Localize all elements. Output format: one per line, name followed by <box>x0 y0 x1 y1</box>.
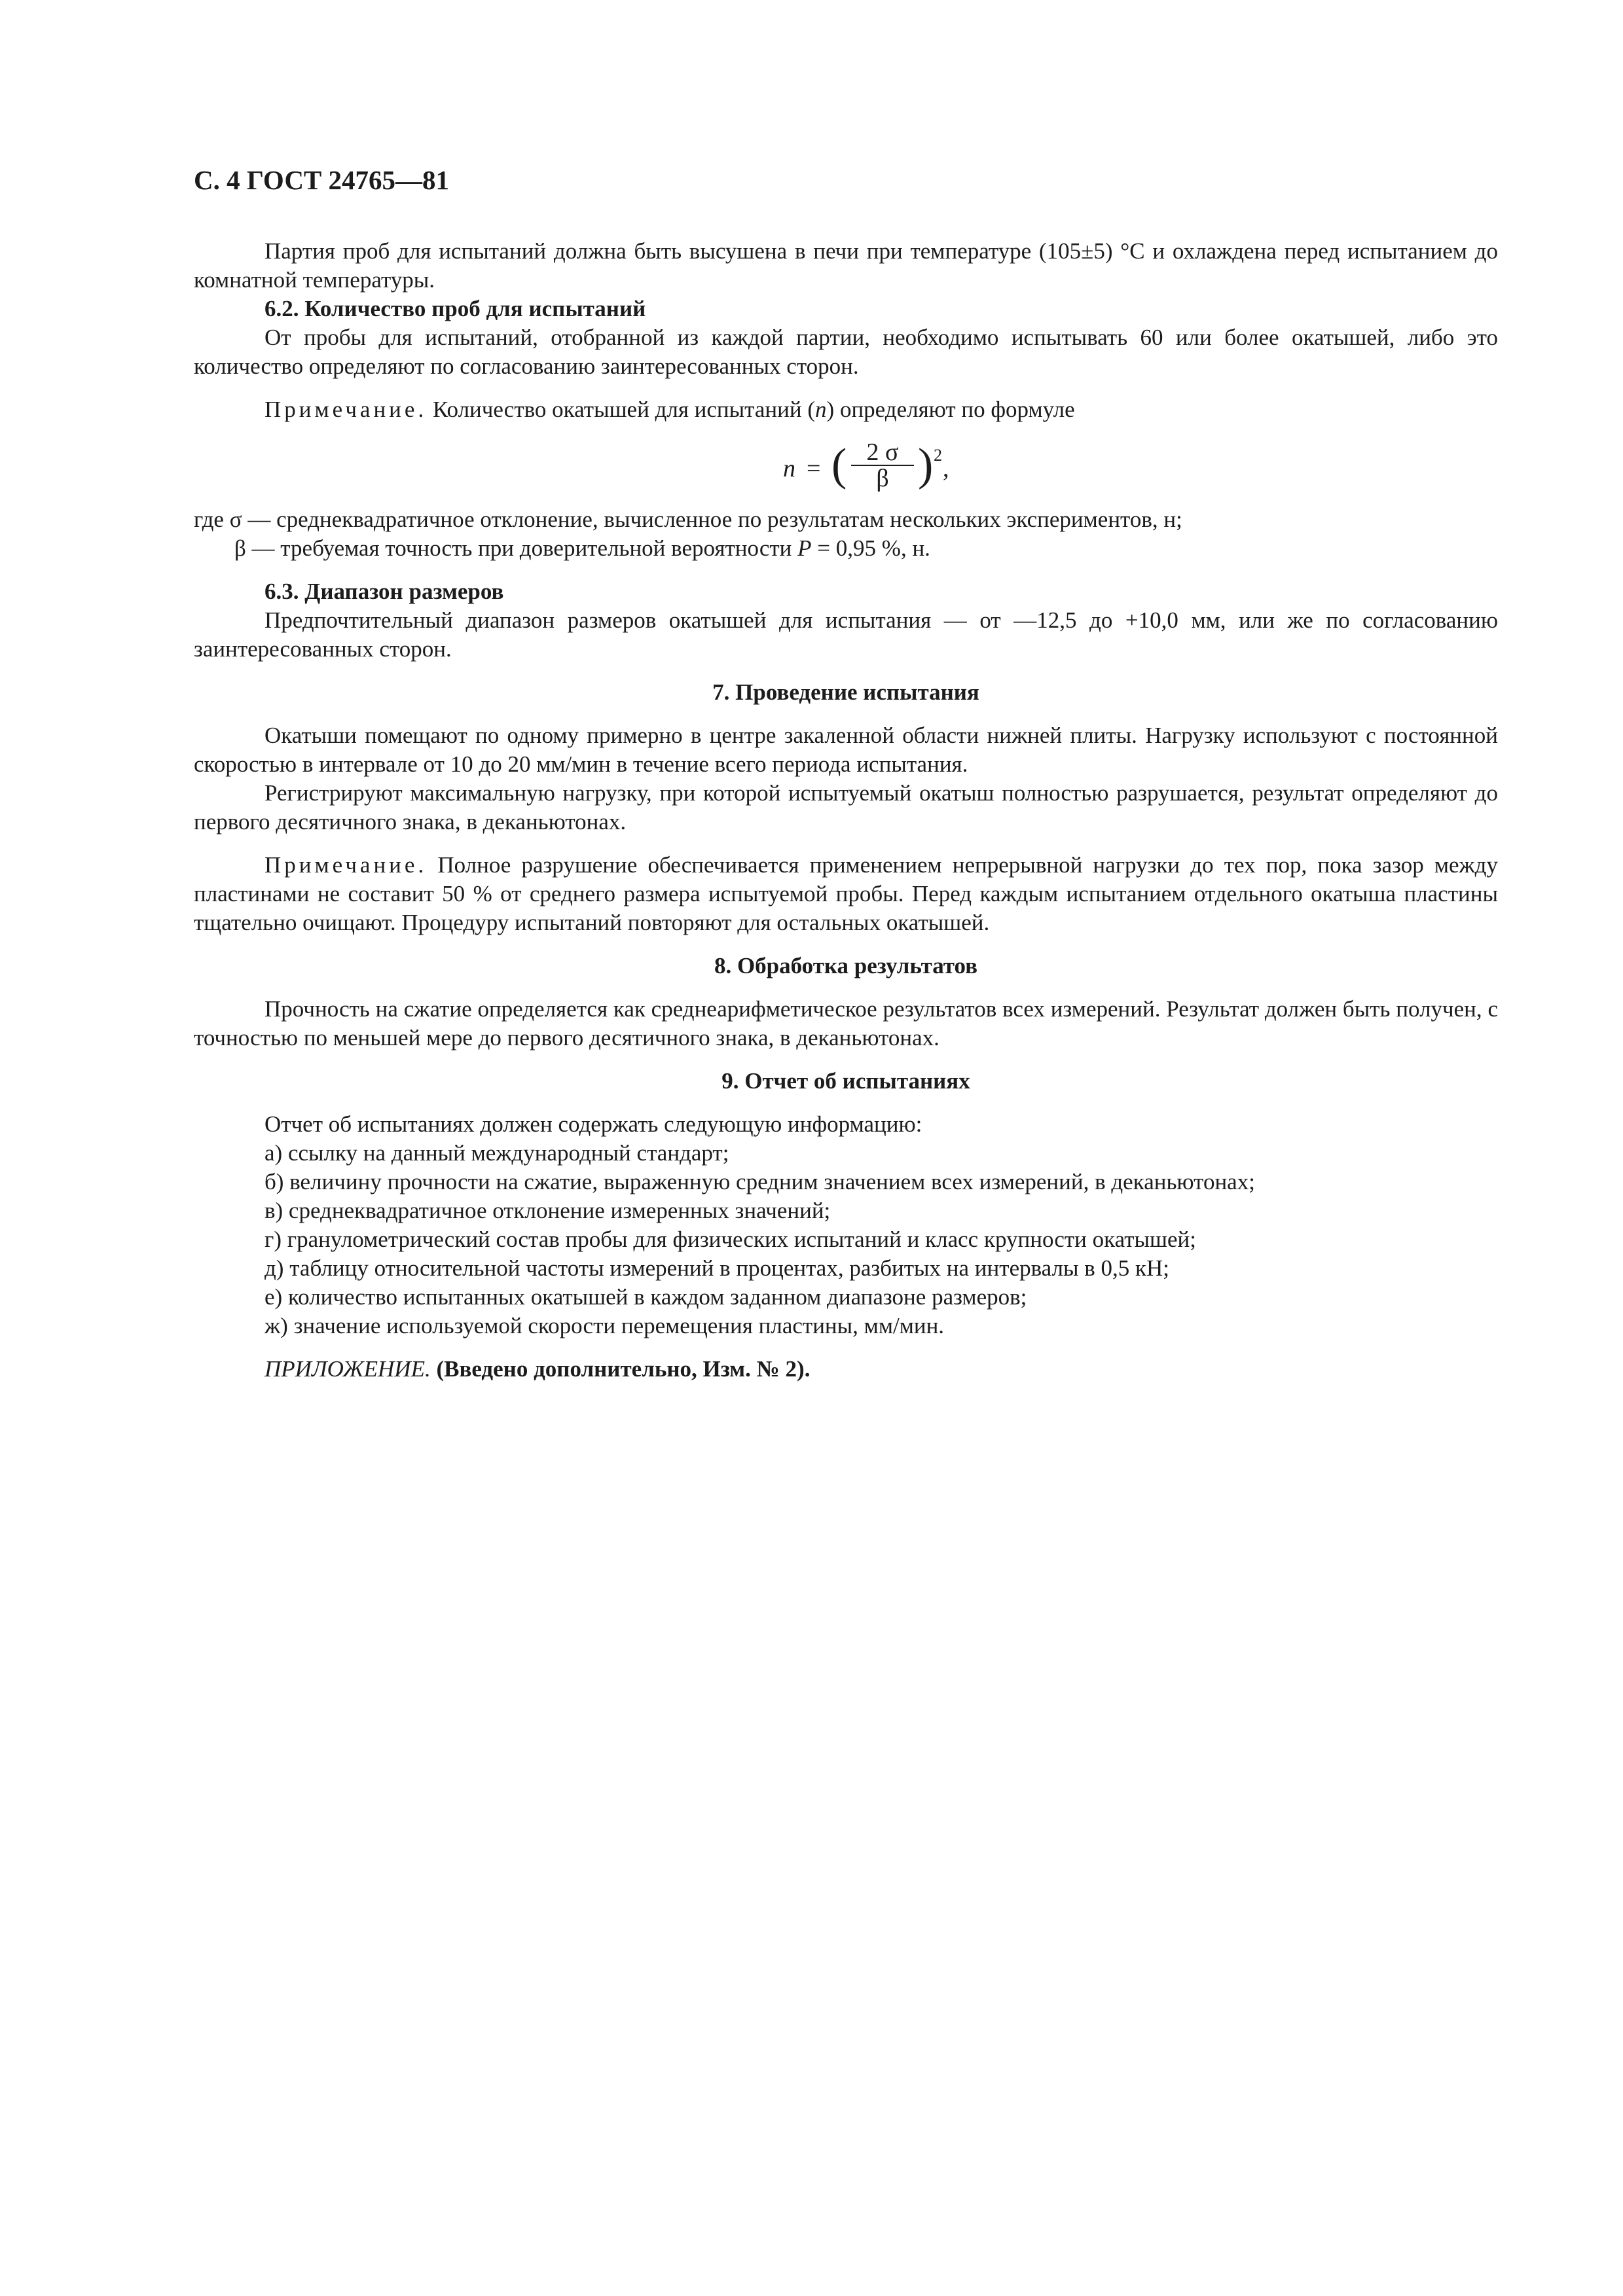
formula-equals: = <box>807 455 821 482</box>
section-8-title: 8. Обработка результатов <box>714 953 978 978</box>
section-6-2-note <box>194 395 1498 424</box>
sample-count-formula <box>194 440 1498 491</box>
section-7-title: 7. Проведение испытания <box>712 679 979 705</box>
formula-right-paren: ) <box>918 440 934 490</box>
list-item: е) количество испытанных окатышей в каждом заданном диапазоне размеров; <box>264 1284 1027 1310</box>
formula-numerator: 2 σ <box>851 440 914 466</box>
report-items-list <box>194 1139 1498 1340</box>
where-beta-var: P <box>797 535 812 561</box>
section-6-3-text: Предпочтительный диапазон размеров окатышей для испытания — от —12,5 до +10,0 мм, или же по согласованию заинтересованных сторон. <box>194 607 1498 662</box>
section-6-2-text: От пробы для испытаний, отобранной из каждой партии, необходимо испытывать 60 или более окатышей, либо это количество определяют по согласованию заинтересованных сторон. <box>194 325 1498 379</box>
appendix-text: (Введено дополнительно, Изм. № 2). <box>430 1356 811 1382</box>
appendix-label: ПРИЛОЖЕНИЕ. <box>264 1356 431 1382</box>
section-9-title: 9. Отчет об испытаниях <box>721 1068 970 1094</box>
paragraph-batch-drying: Партия проб для испытаний должна быть высушена в печи при температуре (105±5) °С и охлаждена перед испытанием до комнатной температуры. <box>194 238 1498 293</box>
section-7-note-text: Полное разрушение обеспечивается применением непрерывной нагрузки до тех пор, пока зазор между пластинами не составит 50 % от среднего размера испытуемой пробы. Перед каждым испытанием отдельного окатыша пластины тщательно очищают. Процедуру испытаний повторяют для остальных окатышей. <box>194 852 1498 935</box>
note-label: Примечание. <box>264 397 428 422</box>
formula-lhs: n <box>783 455 795 482</box>
list-item: в) среднеквадратичное отклонение измеренных значений; <box>264 1198 831 1223</box>
formula-comma: , <box>943 455 949 482</box>
section-6-2-title: 6.2. Количество проб для испытаний <box>264 296 646 321</box>
page-header: С. 4 ГОСТ 24765—81 <box>194 165 450 195</box>
list-item: б) величину прочности на сжатие, выраженную средним значением всех измерений, в деканьютонах; <box>264 1169 1255 1194</box>
section-7-note <box>194 851 1498 937</box>
where-sigma: где σ — среднеквадратичное отклонение, вычисленное по результатам нескольких экспериментов, н; <box>194 507 1182 532</box>
list-item: а) ссылку на данный международный стандарт; <box>264 1140 729 1166</box>
note-text-a: Количество окатышей для испытаний ( <box>427 397 816 422</box>
formula-exponent: 2 <box>934 446 942 465</box>
list-item: г) гранулометрический состав пробы для физических испытаний и класс крупности окатышей; <box>264 1227 1196 1252</box>
section-8-text: Прочность на сжатие определяется как среднеарифметическое результатов всех измерений. Результат должен быть получен, с точностью по меньшей мере до первого десятичного знака, в деканьютонах. <box>194 996 1498 1050</box>
section-7-paragraph-1: Окатыши помещают по одному примерно в центре закаленной области нижней плиты. Нагрузку используют с постоянной скоростью в интервале от 10 до 20 мм/мин в течение всего периода испытания. <box>194 723 1498 777</box>
list-item: ж) значение используемой скорости перемещения пластины, мм/мин. <box>264 1313 945 1338</box>
appendix-note <box>194 1355 1498 1384</box>
note-label: Примечание. <box>264 852 428 878</box>
section-9-intro: Отчет об испытаниях должен содержать следующую информацию: <box>264 1111 922 1137</box>
section-6-3-title: 6.3. Диапазон размеров <box>264 579 504 604</box>
where-beta-text-a: β — требуемая точность при доверительной вероятности <box>234 535 798 561</box>
where-beta <box>194 534 1498 563</box>
section-7-paragraph-2: Регистрируют максимальную нагрузку, при которой испытуемый окатыш полностью разрушается, результат определяют до первого десятичного знака, в деканьютонах. <box>194 780 1498 834</box>
list-item: д) таблицу относительной частоты измерений в процентах, разбитых на интервалы в 0,5 кН; <box>264 1255 1170 1281</box>
note-var-n: n <box>815 397 827 422</box>
where-beta-text-b: = 0,95 %, н. <box>811 535 930 561</box>
formula-left-paren: ( <box>831 440 847 490</box>
note-text-b: ) определяют по формуле <box>826 397 1075 422</box>
formula-fraction <box>851 440 914 491</box>
document-page <box>194 164 1498 1384</box>
formula-denominator: β <box>876 465 889 492</box>
